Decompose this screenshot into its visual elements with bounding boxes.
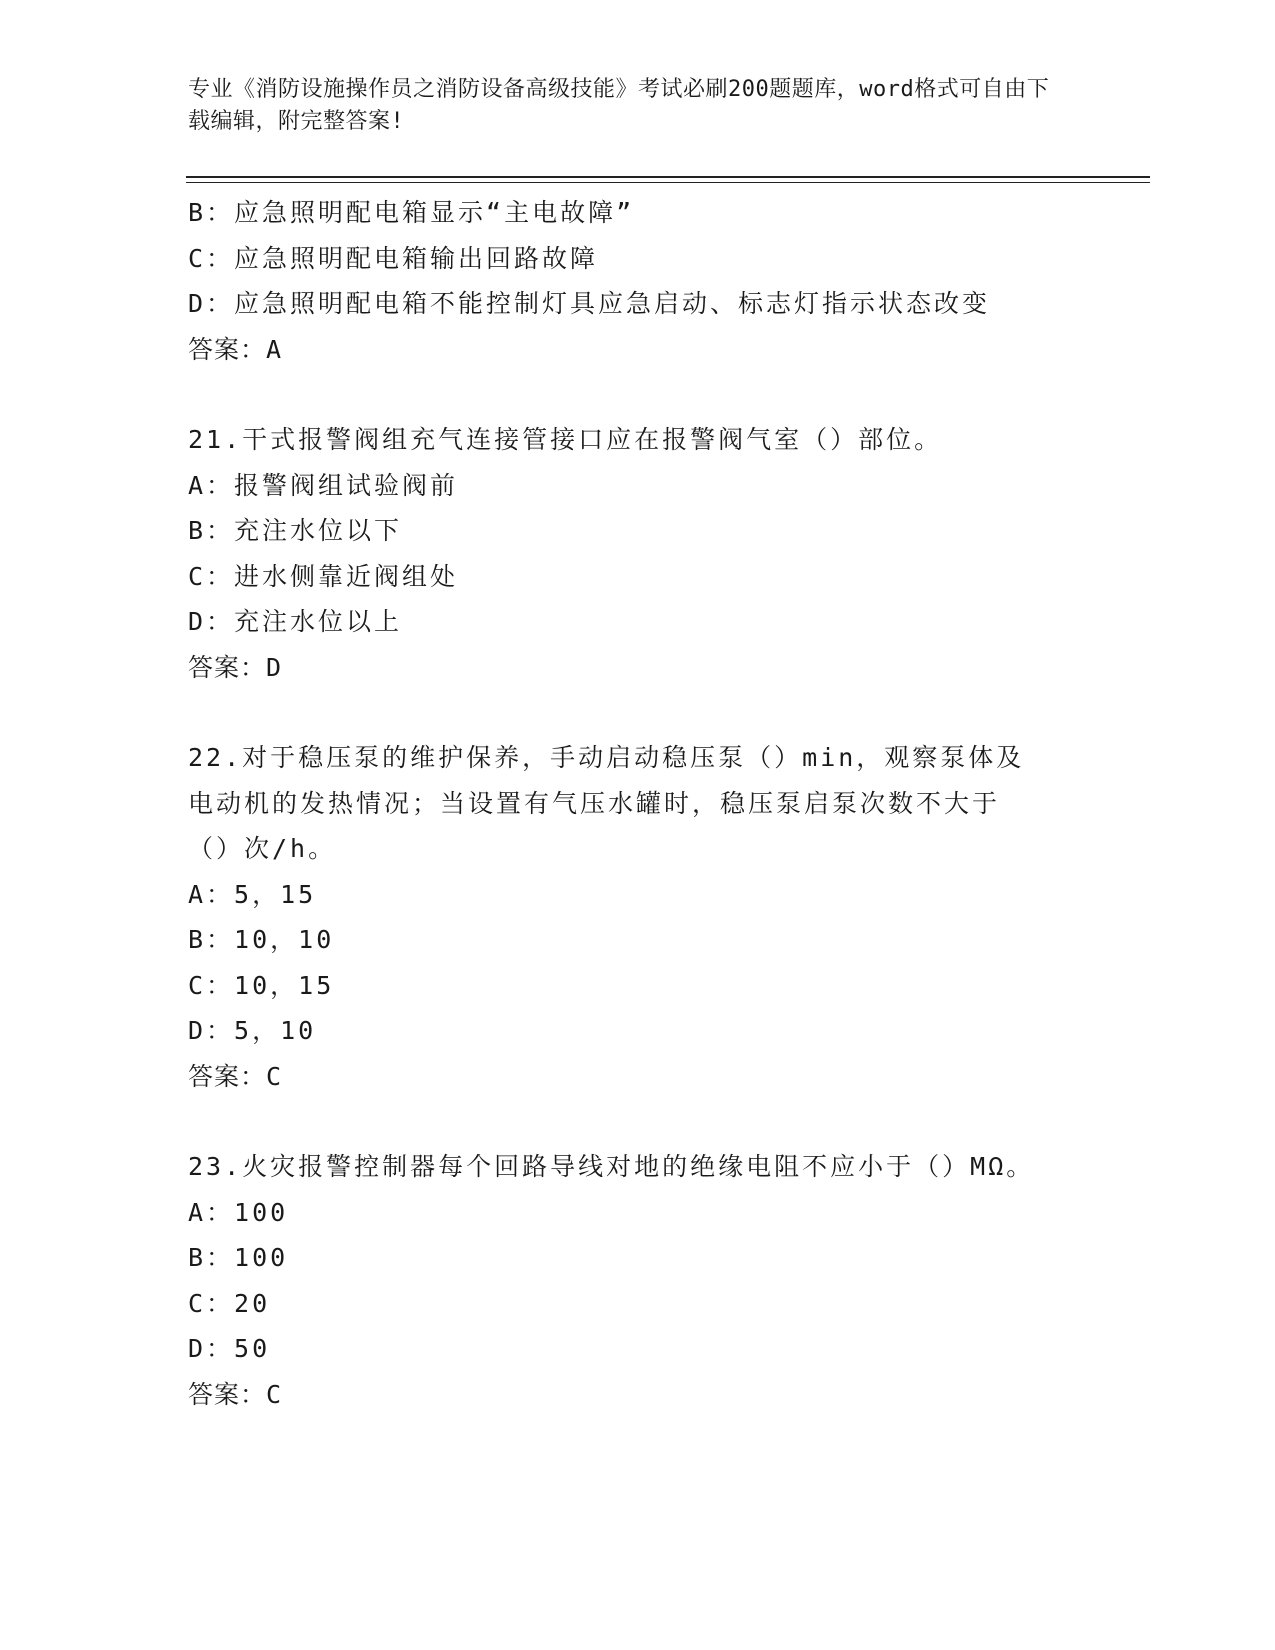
- option-b: B：充注水位以下: [188, 516, 403, 545]
- header-divider-thin: [186, 182, 1150, 183]
- option-b: B：100: [188, 1243, 289, 1272]
- option-c: C：20: [188, 1288, 271, 1318]
- option-d: D：充注水位以上: [188, 607, 403, 636]
- option-d: D：50: [188, 1334, 271, 1363]
- option-d: D：5，10: [188, 1016, 317, 1045]
- answer-line: 答案：C: [188, 1379, 283, 1409]
- question-stem: 23.火灾报警控制器每个回路导线对地的绝缘电阻不应小于（）MΩ。: [188, 1152, 1035, 1181]
- option-a: A：5，15: [188, 879, 317, 909]
- question-stem: 21.干式报警阀组充气连接管接口应在报警阀气室（）部位。: [188, 425, 943, 454]
- answer-line: 答案：C: [188, 1061, 283, 1091]
- option-c: C：10，15: [188, 970, 335, 1000]
- option-a: A：报警阀组试验阀前: [188, 470, 459, 500]
- question-block-20: [188, 190, 1148, 372]
- option-c: C：进水侧靠近阀组处: [188, 561, 459, 591]
- option-b: B：10，10: [188, 925, 335, 954]
- header-divider-thick: [186, 176, 1150, 178]
- option-d: D：应急照明配电箱不能控制灯具应急启动、标志灯指示状态改变: [188, 289, 991, 318]
- document-header: 专业《消防设施操作员之消防设备高级技能》考试必刷200题题库，word格式可自由下载编辑，附完整答案!: [188, 77, 1050, 134]
- question-block-21: [188, 417, 1148, 690]
- question-list: [188, 190, 1148, 1417]
- question-stem: 22.对于稳压泵的维护保养，手动启动稳压泵（）min，观察泵体及电动机的发热情况；当设置有气压水罐时，稳压泵启泵次数不大于（）次/h。: [188, 743, 1025, 863]
- answer-line: 答案：D: [188, 652, 283, 682]
- option-c: C：应急照明配电箱输出回路故障: [188, 243, 599, 273]
- question-block-22: [188, 735, 1148, 1099]
- answer-line: 答案：A: [188, 334, 283, 364]
- question-block-23: [188, 1144, 1148, 1417]
- option-a: A：100: [188, 1197, 289, 1227]
- option-b: B：应急照明配电箱显示“主电故障”: [188, 198, 635, 227]
